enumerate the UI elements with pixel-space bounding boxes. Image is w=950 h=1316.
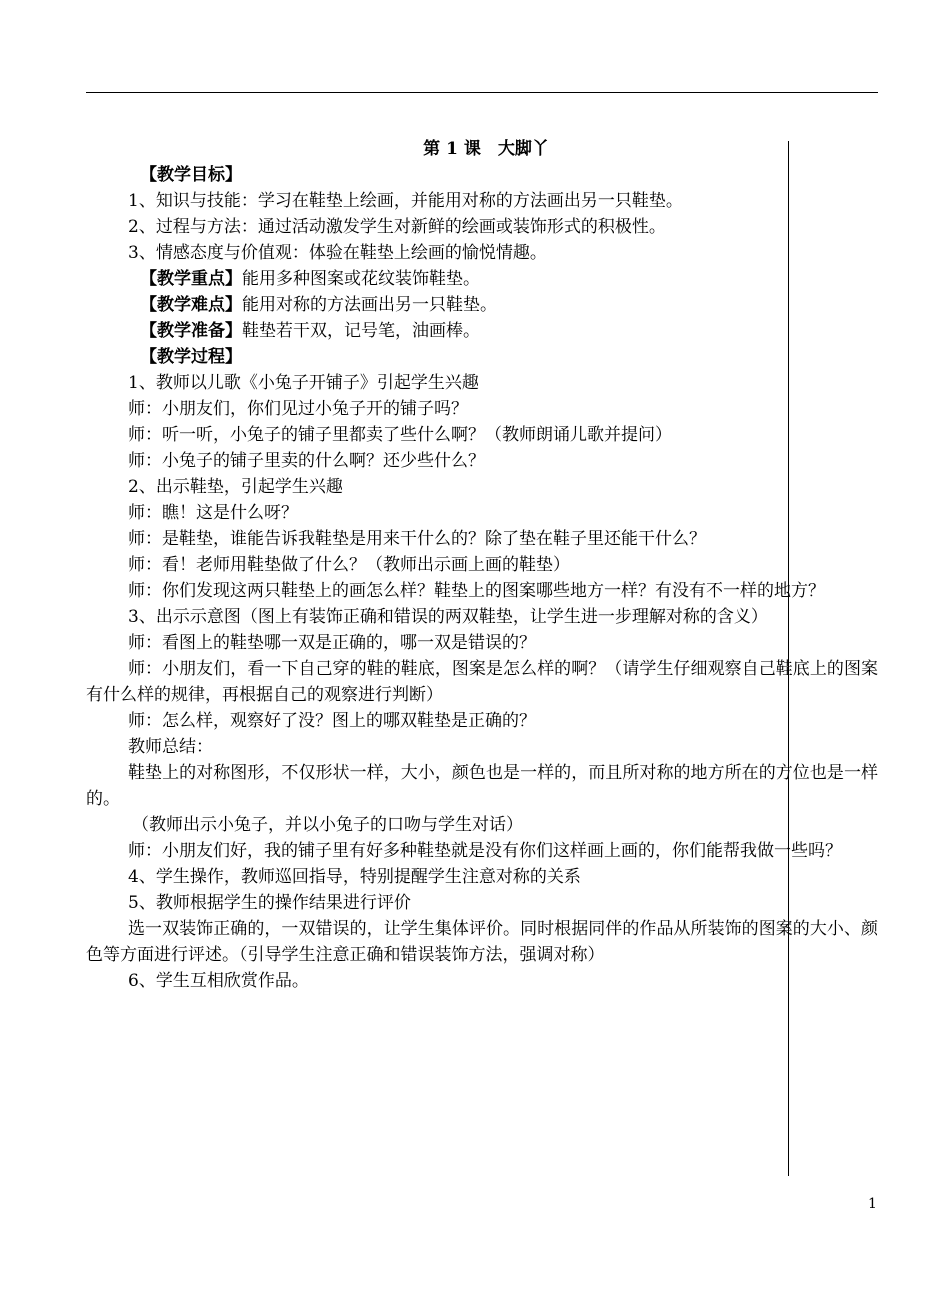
lesson-title: 第 1 课 大脚丫 — [423, 139, 549, 159]
section-heading — [86, 344, 878, 370]
body-paragraph: 师：你们发现这两只鞋垫上的画怎么样？鞋垫上的图案哪些地方一样？有没有不一样的地方？ — [128, 581, 825, 601]
heading-text: 能用对称的方法画出另一只鞋垫。 — [242, 295, 497, 315]
heading-label: 【教学难点】 — [140, 295, 242, 315]
body-paragraph: 教师总结： — [128, 737, 213, 757]
body-paragraph: 师：是鞋垫，谁能告诉我鞋垫是用来干什么的？除了垫在鞋子里还能干什么？ — [128, 529, 706, 549]
lesson-lines — [86, 162, 878, 994]
heading-text: 能用多种图案或花纹装饰鞋垫。 — [242, 269, 480, 289]
body-paragraph: 6、学生互相欣赏作品。 — [128, 971, 309, 991]
heading-label: 【教学目标】 — [140, 165, 242, 185]
body-paragraph: 2、出示鞋垫，引起学生兴趣 — [128, 477, 343, 497]
body-paragraph: 师：瞧！这是什么呀？ — [128, 503, 298, 523]
body-paragraph: 选一双装饰正确的，一双错误的，让学生集体评价。同时根据同伴的作品从所装饰的图案的大小、颜色等方面进行评述。（引导学生注意正确和错误装饰方法，强调对称） — [86, 919, 878, 965]
body-paragraph: 师：听一听，小兔子的铺子里都卖了些什么啊？（教师朗诵儿歌并提问） — [128, 425, 672, 445]
lesson-plan-body — [86, 136, 878, 994]
heading-label: 【教学重点】 — [140, 269, 242, 289]
heading-text: 鞋垫若干双，记号笔，油画棒。 — [242, 321, 480, 341]
body-paragraph: 3、情感态度与价值观：体验在鞋垫上绘画的愉悦情趣。 — [128, 243, 547, 263]
heading-label: 【教学准备】 — [140, 321, 242, 341]
body-paragraph: 师：看！老师用鞋垫做了什么？（教师出示画上画的鞋垫） — [128, 555, 570, 575]
body-paragraph: 师：小兔子的铺子里卖的什么啊？还少些什么？ — [128, 451, 485, 471]
header-rule — [86, 92, 878, 93]
body-paragraph: 师：小朋友们，看一下自己穿的鞋的鞋底，图案是怎么样的啊？（请学生仔细观察自己鞋底上的图案有什么样的规律，再根据自己的观察进行判断） — [86, 659, 878, 705]
page-number: 1 — [868, 1196, 877, 1212]
body-paragraph: （教师出示小兔子，并以小兔子的口吻与学生对话） — [132, 815, 523, 835]
heading-label: 【教学过程】 — [140, 347, 242, 367]
section-heading — [86, 162, 878, 188]
section-heading — [86, 318, 878, 344]
body-paragraph: 鞋垫上的对称图形，不仅形状一样，大小，颜色也是一样的，而且所对称的地方所在的方位也是一样的。 — [86, 763, 878, 809]
body-paragraph: 5、教师根据学生的操作结果进行评价 — [128, 893, 411, 913]
section-heading — [86, 292, 878, 318]
body-paragraph: 1、教师以儿歌《小兔子开铺子》引起学生兴趣 — [128, 373, 479, 393]
body-paragraph: 1、知识与技能：学习在鞋垫上绘画，并能用对称的方法画出另一只鞋垫。 — [128, 191, 683, 211]
body-paragraph: 师：怎么样，观察好了没？图上的哪双鞋垫是正确的？ — [128, 711, 536, 731]
body-paragraph: 师：小朋友们好，我的铺子里有好多种鞋垫就是没有你们这样画上画的，你们能帮我做一些吗？ — [128, 841, 842, 861]
body-paragraph: 3、出示示意图（图上有装饰正确和错误的两双鞋垫，让学生进一步理解对称的含义） — [128, 607, 768, 627]
body-paragraph: 4、学生操作，教师巡回指导，特别提醒学生注意对称的关系 — [128, 867, 581, 887]
body-paragraph: 师：看图上的鞋垫哪一双是正确的，哪一双是错误的？ — [128, 633, 536, 653]
section-heading — [86, 266, 878, 292]
body-paragraph: 师：小朋友们，你们见过小兔子开的铺子吗？ — [128, 399, 468, 419]
body-paragraph: 2、过程与方法：通过活动激发学生对新鲜的绘画或装饰形式的积极性。 — [128, 217, 666, 237]
